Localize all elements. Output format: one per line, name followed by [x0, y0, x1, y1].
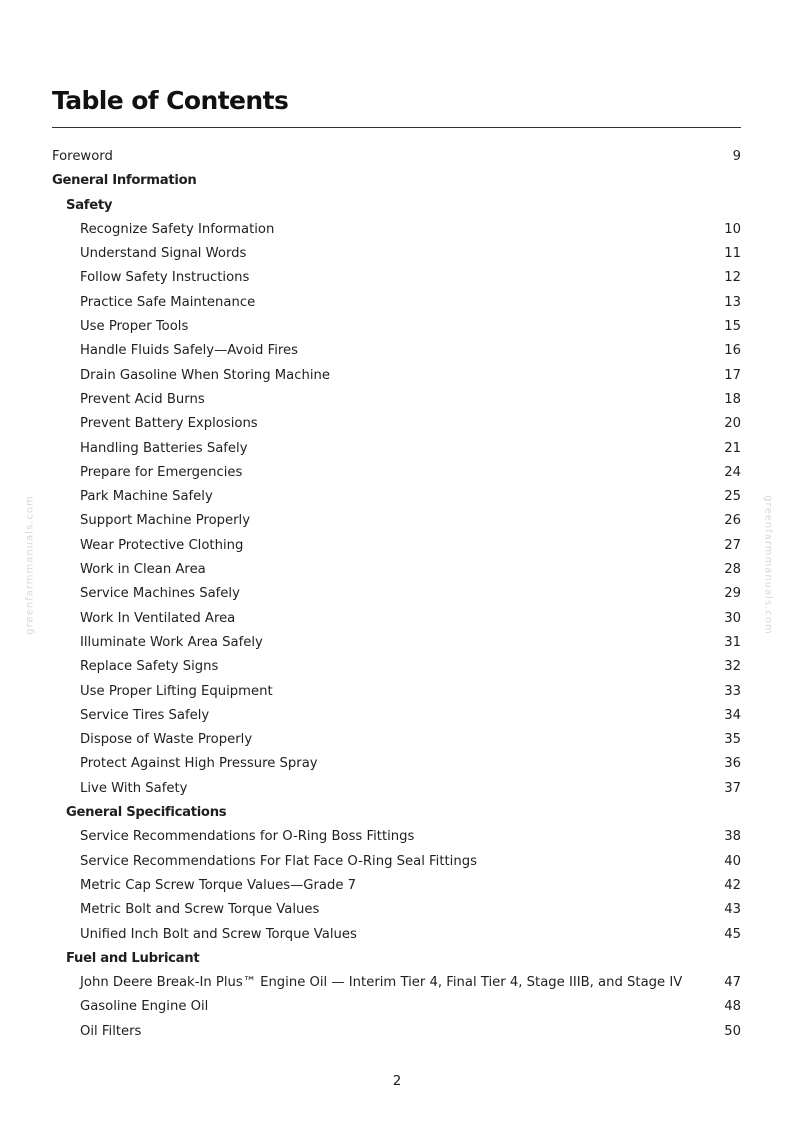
toc-entry[interactable] [52, 631, 741, 655]
toc-section-heading [52, 947, 741, 971]
toc-entry[interactable] [52, 266, 741, 290]
toc-entry-page: 32 [724, 659, 741, 675]
toc-entry-page: 9 [732, 149, 741, 164]
toc-entry-page: 27 [724, 537, 741, 553]
toc-entry-label: Service Machines Safely [80, 586, 240, 602]
toc-entry[interactable] [52, 680, 741, 704]
toc-entry[interactable] [52, 825, 741, 849]
toc-entry-page: 17 [724, 367, 741, 383]
toc-list [52, 145, 741, 1044]
toc-entry[interactable] [52, 607, 741, 631]
toc-entry-page: 38 [724, 829, 741, 845]
toc-entry-label: General Information [52, 173, 197, 189]
toc-entry-label: Prepare for Emergencies [80, 464, 243, 480]
toc-entry[interactable] [52, 485, 741, 509]
toc-entry[interactable] [52, 461, 741, 485]
toc-entry-page: 45 [724, 926, 741, 942]
toc-entry[interactable] [52, 850, 741, 874]
toc-entry-label: Live With Safety [80, 780, 188, 796]
toc-entry-page: 43 [724, 902, 741, 918]
toc-entry[interactable] [52, 995, 741, 1019]
toc-entry-page: 31 [724, 634, 741, 650]
toc-entry-label: Metric Cap Screw Torque Values—Grade 7 [80, 877, 357, 893]
toc-entry-page: 20 [724, 416, 741, 432]
toc-entry-label: Use Proper Tools [80, 319, 189, 335]
toc-entry-page: 12 [724, 270, 741, 286]
toc-entry-label: Handle Fluids Safely—Avoid Fires [80, 343, 299, 359]
toc-entry-page: 35 [724, 732, 741, 748]
toc-entry-page: 16 [724, 343, 741, 359]
toc-entry[interactable] [52, 534, 741, 558]
toc-entry-label: Handling Batteries Safely [80, 440, 248, 456]
toc-entry[interactable] [52, 412, 741, 436]
toc-entry-label: Work in Clean Area [80, 562, 206, 578]
toc-entry-page: 26 [724, 513, 741, 529]
toc-entry-label: Support Machine Properly [80, 513, 251, 529]
toc-entry[interactable] [52, 777, 741, 801]
toc-entry-label: Metric Bolt and Screw Torque Values [80, 902, 320, 918]
toc-entry-label: Gasoline Engine Oil [80, 999, 209, 1015]
toc-entry-label: Wear Protective Clothing [80, 537, 244, 553]
toc-entry[interactable] [52, 509, 741, 533]
title-divider [52, 127, 741, 128]
toc-entry-page: 11 [724, 246, 741, 262]
toc-entry-label: Protect Against High Pressure Spray [80, 756, 318, 772]
toc-entry-label: Prevent Acid Burns [80, 391, 205, 407]
page-title: Table of Contents [52, 86, 289, 115]
toc-entry-label: Service Recommendations For Flat Face O-Ring Seal Fittings [80, 853, 477, 869]
toc-entry[interactable] [52, 704, 741, 728]
toc-entry[interactable] [52, 752, 741, 776]
toc-entry-page: 40 [724, 853, 741, 869]
toc-entry[interactable] [52, 145, 741, 169]
toc-entry-label: Replace Safety Signs [80, 659, 219, 675]
toc-entry-page: 47 [724, 975, 741, 991]
toc-entry[interactable] [52, 728, 741, 752]
toc-entry-label: Work In Ventilated Area [80, 610, 236, 626]
toc-entry-label: Safety [66, 197, 113, 213]
toc-entry[interactable] [52, 437, 741, 461]
toc-entry-page: 28 [724, 562, 741, 578]
toc-entry-page: 15 [724, 319, 741, 335]
toc-entry-label: Practice Safe Maintenance [80, 294, 256, 310]
toc-entry-label: Use Proper Lifting Equipment [80, 683, 273, 699]
toc-entry[interactable] [52, 388, 741, 412]
toc-entry-label: Drain Gasoline When Storing Machine [80, 367, 330, 383]
toc-entry-label: General Specifications [66, 805, 227, 821]
toc-entry[interactable] [52, 291, 741, 315]
toc-entry-page: 24 [724, 464, 741, 480]
toc-entry-label: Prevent Battery Explosions [80, 416, 258, 432]
watermark-left: greenfarmmanuals.com [24, 495, 36, 635]
toc-entry-label: Dispose of Waste Properly [80, 732, 253, 748]
toc-entry-label: Fuel and Lubricant [66, 950, 200, 966]
toc-entry-label: Illuminate Work Area Safely [80, 634, 263, 650]
toc-entry-page: 34 [724, 707, 741, 723]
toc-entry-label: Foreword [52, 149, 113, 164]
toc-entry[interactable] [52, 218, 741, 242]
watermark-right: greenfarmmanuals.com [762, 495, 774, 635]
toc-entry-page: 42 [724, 877, 741, 893]
toc-entry-page: 36 [724, 756, 741, 772]
toc-entry[interactable] [52, 874, 741, 898]
toc-entry-label: Oil Filters [80, 1023, 142, 1039]
toc-entry[interactable] [52, 655, 741, 679]
toc-entry-page: 10 [724, 221, 741, 237]
toc-entry-page: 33 [724, 683, 741, 699]
toc-entry-page: 50 [724, 1023, 741, 1039]
toc-entry-label: Recognize Safety Information [80, 221, 275, 237]
toc-entry[interactable] [52, 898, 741, 922]
toc-entry[interactable] [52, 364, 741, 388]
toc-entry[interactable] [52, 971, 741, 995]
toc-entry[interactable] [52, 339, 741, 363]
toc-entry[interactable] [52, 582, 741, 606]
toc-entry-label: Follow Safety Instructions [80, 270, 250, 286]
toc-entry-page: 13 [724, 294, 741, 310]
toc-entry-page: 29 [724, 586, 741, 602]
toc-entry-page: 18 [724, 391, 741, 407]
toc-section-heading [52, 801, 741, 825]
toc-entry-label: Service Recommendations for O-Ring Boss Fittings [80, 829, 415, 845]
page-number: 2 [392, 1073, 402, 1089]
toc-entry[interactable] [52, 315, 741, 339]
toc-entry-page: 37 [724, 780, 741, 796]
toc-entry-label: Understand Signal Words [80, 246, 247, 262]
toc-section-heading [52, 194, 741, 218]
toc-entry-page: 21 [724, 440, 741, 456]
toc-entry[interactable] [52, 1020, 741, 1044]
toc-entry-page: 30 [724, 610, 741, 626]
toc-entry-label: John Deere Break-In Plus™ Engine Oil — Interim Tier 4, Final Tier 4, Stage IIIB, and Stage IV [80, 975, 683, 991]
toc-entry-page: 25 [724, 489, 741, 505]
toc-section-heading [52, 169, 741, 193]
toc-entry-label: Service Tires Safely [80, 707, 210, 723]
toc-entry[interactable] [52, 558, 741, 582]
toc-entry[interactable] [52, 923, 741, 947]
toc-entry-label: Unified Inch Bolt and Screw Torque Values [80, 926, 357, 942]
toc-entry-label: Park Machine Safely [80, 489, 213, 505]
toc-entry-page: 48 [724, 999, 741, 1015]
toc-entry[interactable] [52, 242, 741, 266]
